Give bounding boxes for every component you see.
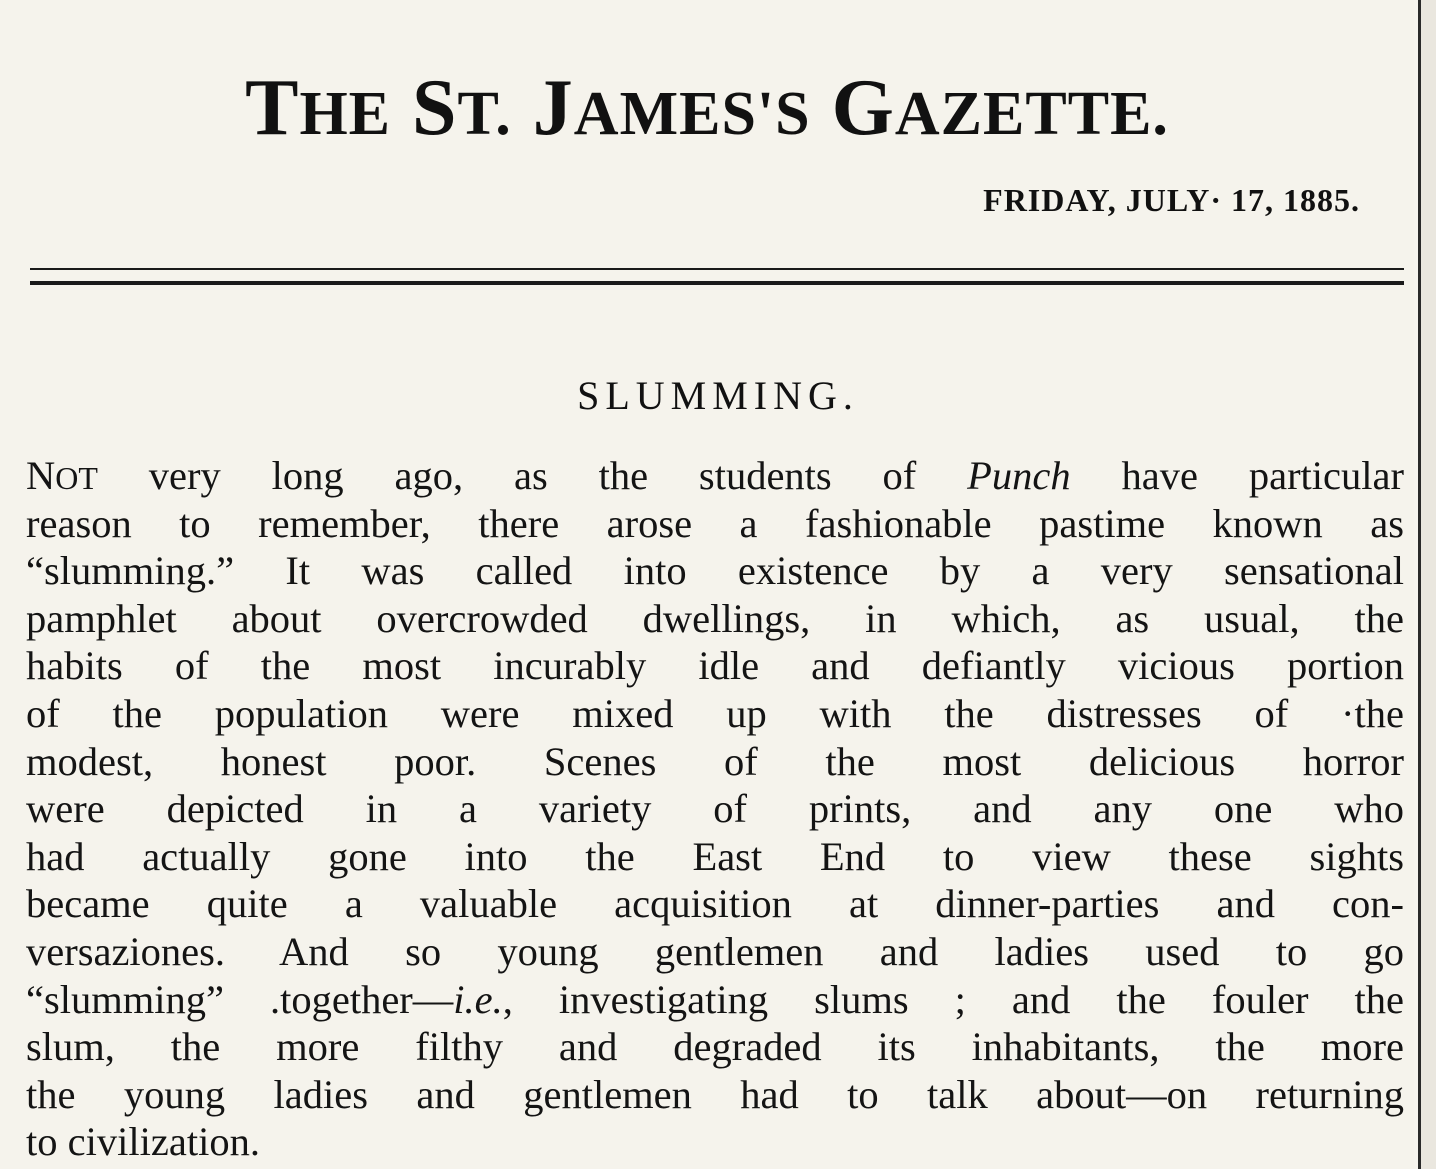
article-text: N (26, 453, 56, 498)
masthead-rule-top (30, 268, 1404, 270)
article-text: to civilization. (26, 1119, 260, 1165)
issue-dateline: FRIDAY, JULY· 17, 1885. (983, 182, 1360, 218)
article-line (26, 500, 1404, 548)
article-text: became quite a valuable acquisition at dinner-parties and con- (26, 881, 1404, 927)
article-line (26, 738, 1404, 786)
article-text: modest, honest poor. Scenes of the most delicious horror (26, 738, 1404, 784)
article-line (26, 880, 1404, 928)
article-text: very long ago, as the students of (97, 453, 968, 498)
article-line (26, 1023, 1404, 1071)
masthead-word-gazette: GAZETTE. (831, 64, 1169, 152)
article-line (26, 642, 1404, 690)
article-text: versaziones. And so young gentlemen and ladies used to go (26, 928, 1404, 974)
article-text: OT (55, 460, 98, 496)
article-text: of the population were mixed up with the distresses of ·the (26, 690, 1404, 736)
article-text: reason to remember, there arose a fashionable pastime known as (26, 500, 1404, 546)
article-text: “slumming.” It was called into existence by a very sensational (26, 548, 1404, 594)
article-text: the young ladies and gentlemen had to talk about—on returning (26, 1071, 1404, 1117)
article-line (26, 690, 1404, 738)
italic-text: i.e. (453, 976, 503, 1022)
article-text: have particular (1070, 453, 1404, 498)
article-text: slum, the more filthy and degraded its inhabitants, the more (26, 1024, 1404, 1070)
article-text: were depicted in a variety of prints, and any one who (26, 786, 1404, 832)
article-text: pamphlet about overcrowded dwellings, in which, as usual, the (26, 595, 1404, 641)
article-text: had actually gone into the East End to view these sights (26, 833, 1404, 879)
article-line (26, 547, 1404, 595)
page-gutter (1421, 0, 1436, 1169)
masthead-word-the: THE (245, 64, 392, 152)
article-line (26, 928, 1404, 976)
article-line (26, 595, 1404, 643)
article-line (26, 785, 1404, 833)
article-body (26, 452, 1404, 1166)
article-line (26, 1118, 1404, 1166)
masthead-word-jamess: JAMES'S (532, 64, 811, 152)
article-text: habits of the most incurably idle and defiantly vicious portion (26, 643, 1404, 689)
newspaper-masthead (0, 64, 1414, 152)
article-line (26, 833, 1404, 881)
masthead-word-st: ST. (412, 64, 512, 152)
italic-text: Punch (967, 453, 1071, 498)
article-line (26, 1071, 1404, 1119)
article-heading: SLUMMING. (577, 373, 859, 418)
masthead-rule-bottom (30, 281, 1404, 285)
article-text: “slumming” .together— (26, 976, 454, 1022)
article-line (26, 976, 1404, 1024)
article-line (26, 452, 1404, 500)
article-text: , investigating slums ; and the fouler the (502, 976, 1405, 1022)
